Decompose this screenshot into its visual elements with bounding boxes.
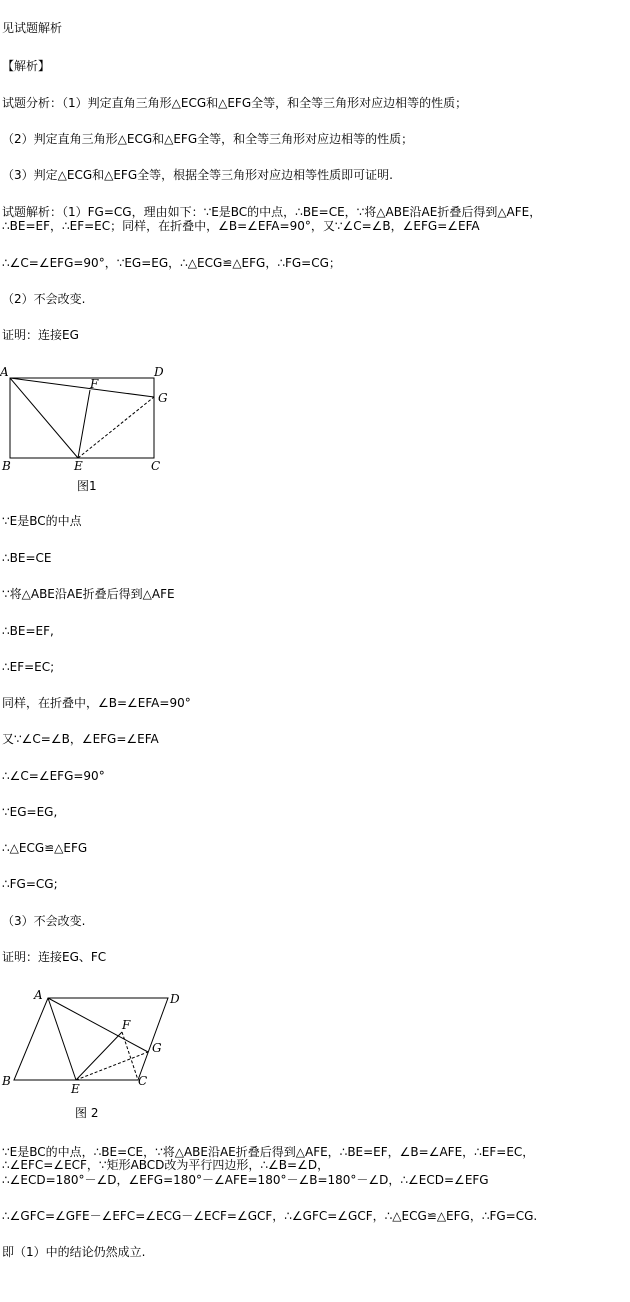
segment-eg-dashed	[78, 397, 154, 458]
label-f: F	[90, 377, 99, 391]
label-c: C	[151, 459, 161, 473]
proof-line: 证明：连接EG、FC	[2, 950, 107, 964]
label-b: B	[2, 1074, 11, 1088]
label-e: E	[74, 459, 83, 473]
proof-line: ∴∠C=∠EFG=90°	[2, 769, 105, 783]
proof-line: ∵将△ABE沿AE折叠后得到△AFE	[2, 587, 175, 601]
proof-line: ∴∠EFC=∠ECF，∵矩形ABCD改为平行四边形，∴∠B=∠D，	[2, 1158, 330, 1172]
analysis-line: （2）判定直角三角形△ECG和△EFG全等，和全等三角形对应边相等的性质；	[2, 132, 414, 146]
segment-fc-dashed	[122, 1032, 138, 1080]
proof-line: ∴BE=CE	[2, 551, 52, 565]
proof-line: ∵E是BC的中点，∴BE=CE，∵将△ABE沿AE折叠后得到△AFE，∴BE=EF，∠B=∠AFE，∴EF=EC，	[2, 1145, 535, 1159]
label-a: A	[34, 988, 43, 1002]
segment-ag	[10, 378, 154, 397]
solution-line: 试题解析：（1）FG=CG，理由如下：∵E是BC的中点，∴BE=CE，∵将△ABE沿AE折叠后得到△AFE，	[2, 205, 542, 219]
proof-line: ∵E是BC的中点	[2, 514, 82, 528]
answer-line: 见试题解析	[2, 21, 63, 35]
label-b: B	[2, 459, 11, 473]
proof-line: ∴BE=EF,	[2, 624, 54, 638]
segment-ef	[78, 390, 90, 458]
figure-1-caption: 图1	[77, 479, 97, 493]
proof-line: ∴EF=EC;	[2, 660, 55, 674]
label-d: D	[170, 992, 180, 1006]
proof-line: ∵EG=EG,	[2, 805, 58, 819]
label-a: A	[0, 365, 9, 379]
proof-line: 又∵∠C=∠B，∠EFG=∠EFA	[2, 732, 159, 746]
solution-line: ∴∠C=∠EFG=90°，∵EG=EG，∴△ECG≌△EFG，∴FG=CG；	[2, 256, 341, 270]
section-heading: 【解析】	[2, 59, 51, 73]
solution-line: ∴BE=EF，∴EF=EC；同样，在折叠中，∠B=∠EFA=90°，又∵∠C=∠B，∠EFG=∠EFA	[2, 219, 480, 233]
label-f: F	[122, 1018, 131, 1032]
figure-2	[0, 985, 195, 1095]
label-g: G	[158, 391, 168, 405]
proof-line: ∴∠ECD=180°－∠D，∠EFG=180°－∠AFE=180°－∠B=180°－∠D，∴∠ECD=∠EFG	[2, 1173, 489, 1187]
proof-line: （3）不会改变.	[2, 914, 86, 928]
analysis-line: （3）判定△ECG和△EFG全等，根据全等三角形对应边相等性质即可证明.	[2, 168, 393, 182]
label-e: E	[71, 1082, 80, 1095]
label-c: C	[138, 1074, 148, 1088]
proof-line: 证明：连接EG	[2, 328, 79, 342]
label-g: G	[152, 1041, 162, 1055]
segment-ef	[76, 1032, 122, 1080]
label-d: D	[154, 365, 164, 379]
proof-line: ∴△ECG≌△EFG	[2, 841, 88, 855]
parallelogram-abcd	[14, 998, 168, 1080]
solution-line: （2）不会改变.	[2, 292, 86, 306]
proof-line: 同样，在折叠中，∠B=∠EFA=90°	[2, 696, 191, 710]
figure-2-caption: 图 2	[75, 1106, 99, 1120]
conclusion-line: 即（1）中的结论仍然成立.	[2, 1245, 146, 1259]
segment-ag	[48, 998, 148, 1052]
segment-ae	[10, 378, 78, 458]
analysis-line: 试题分析：（1）判定直角三角形△ECG和△EFG全等，和全等三角形对应边相等的性质；	[2, 96, 468, 110]
rectangle-abcd	[10, 378, 154, 458]
figure-1	[0, 360, 175, 495]
proof-line: ∴∠GFC=∠GFE－∠EFC=∠ECG－∠ECF=∠GCF，∴∠GFC=∠GCF，∴△ECG≌△EFG，∴FG=CG.	[2, 1209, 538, 1223]
proof-line: ∴FG=CG;	[2, 877, 58, 891]
